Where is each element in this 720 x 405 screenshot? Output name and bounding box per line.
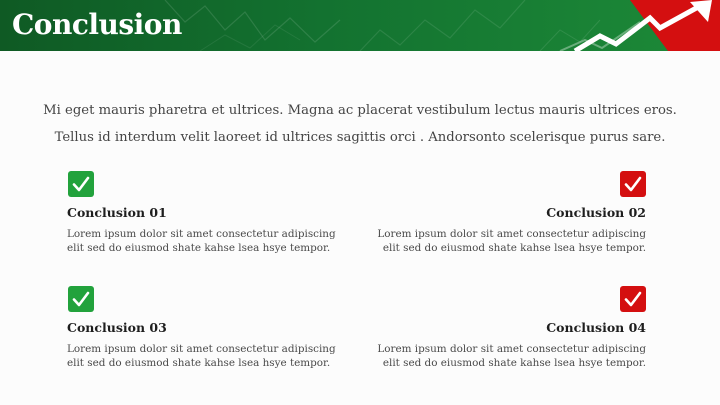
- check-icon: [68, 171, 94, 197]
- check-icon: [620, 286, 646, 312]
- conclusion-03-title: Conclusion 03: [67, 320, 167, 335]
- conclusion-01-title: Conclusion 01: [67, 205, 167, 220]
- check-icon: [620, 171, 646, 197]
- conclusion-01-text-line-2: elit sed do eiusmod shate kahse lsea hsye tempor.: [67, 242, 331, 254]
- conclusion-04-text-line-2: elit sed do eiusmod shate kahse lsea hsye tempor.: [382, 357, 646, 369]
- conclusion-01-text-line-1: Lorem ipsum dolor sit amet consectetur adipiscing: [67, 228, 336, 240]
- check-icon: [68, 286, 94, 312]
- conclusion-02-title: Conclusion 02: [546, 205, 646, 220]
- header-banner: [0, 0, 720, 51]
- conclusion-04-text-line-1: Lorem ipsum dolor sit amet consectetur adipiscing: [377, 343, 646, 355]
- conclusion-04-title: Conclusion 04: [546, 320, 646, 335]
- conclusion-02-text-line-2: elit sed do eiusmod shate kahse lsea hsye tempor.: [382, 242, 646, 254]
- conclusion-02-text-line-1: Lorem ipsum dolor sit amet consectetur adipiscing: [377, 228, 646, 240]
- conclusion-03-text-line-1: Lorem ipsum dolor sit amet consectetur adipiscing: [67, 343, 336, 355]
- conclusion-03-text-line-2: elit sed do eiusmod shate kahse lsea hsye tempor.: [67, 357, 331, 369]
- slide-title: Conclusion: [12, 8, 182, 41]
- intro-line-1: Mi eget mauris pharetra et ultrices. Magna ac placerat vestibulum lectus mauris ultrices eros.: [43, 103, 677, 118]
- intro-line-2: Tellus id interdum velit laoreet id ultrices sagittis orci . Andorsonto scelerisque purus sare.: [54, 130, 666, 145]
